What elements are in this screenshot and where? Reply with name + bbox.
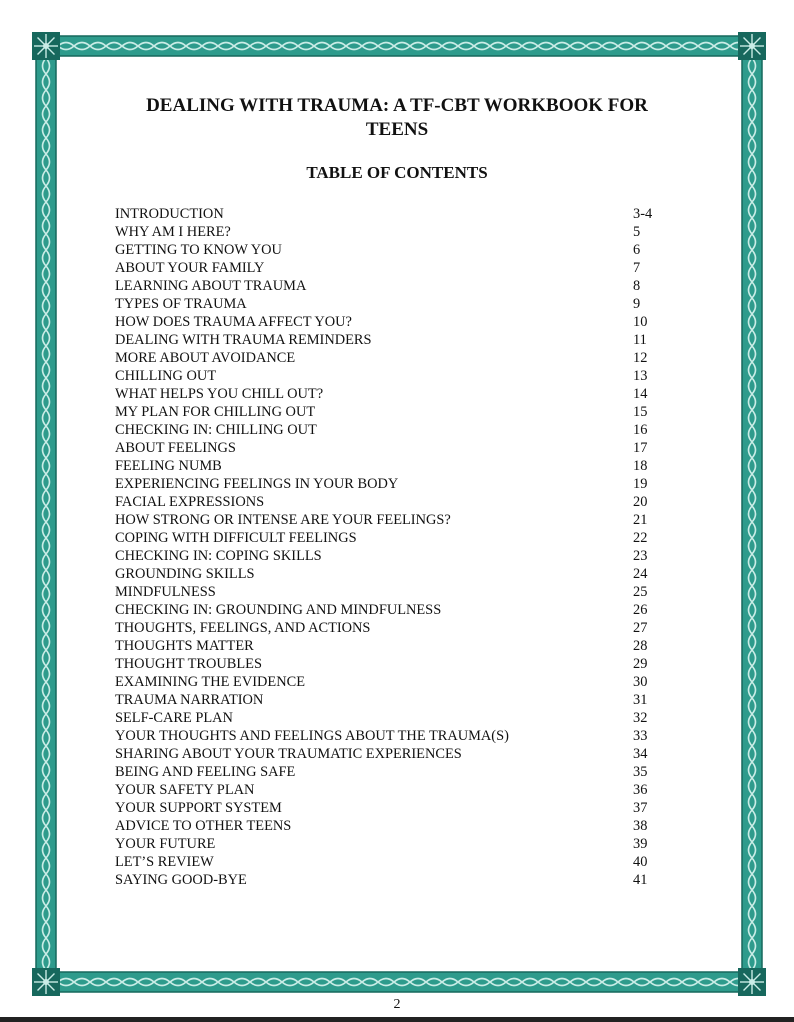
toc-entry-title: WHY AM I HERE? [115,224,231,240]
document-title-line-1: DEALING WITH TRAUMA: A TF-CBT WORKBOOK FOR [146,95,648,116]
toc-entry [115,709,675,727]
toc-entry [115,223,675,241]
toc-entry [115,205,675,223]
toc-entry-title: CHECKING IN: COPING SKILLS [115,548,322,564]
toc-entry-page: 15 [633,404,648,420]
toc-entry-title: THOUGHT TROUBLES [115,656,262,672]
toc-entry-title: TRAUMA NARRATION [115,692,264,708]
toc-entry-page: 12 [633,350,648,366]
toc-entry [115,871,675,889]
toc-entry-page: 29 [633,656,648,672]
toc-entry [115,439,675,457]
toc-entry-page: 27 [633,620,648,636]
toc-entry-title: SELF-CARE PLAN [115,710,233,726]
toc-entry-title: YOUR SUPPORT SYSTEM [115,800,282,816]
toc-entry [115,349,675,367]
toc-entry-page: 16 [633,422,648,438]
toc-entry [115,799,675,817]
toc-entry-title: MORE ABOUT AVOIDANCE [115,350,296,366]
toc-entry [115,493,675,511]
toc-entry [115,241,675,259]
document-title-line-2: TEENS [365,119,429,140]
toc-entry-title: FACIAL EXPRESSIONS [115,494,265,510]
page-number: 2 [393,997,401,1012]
toc-entry-title: ADVICE TO OTHER TEENS [115,818,292,834]
toc-entry-title: YOUR SAFETY PLAN [115,782,255,798]
toc-entry-page: 23 [633,548,648,564]
toc-entry-title: BEING AND FEELING SAFE [115,764,296,780]
toc-entry [115,835,675,853]
toc-entry-page: 21 [633,512,648,528]
toc-entry [115,655,675,673]
toc-entry [115,601,675,619]
toc-entry [115,763,675,781]
toc-entry-page: 19 [633,476,648,492]
toc-entry [115,403,675,421]
toc-entry [115,529,675,547]
toc-entry [115,583,675,601]
toc-entry [115,853,675,871]
toc-entry-page: 18 [633,458,648,474]
toc-entry-title: YOUR THOUGHTS AND FEELINGS ABOUT THE TRAUMA(S) [115,728,509,744]
toc-entry-page: 40 [633,854,648,870]
toc-entry-title: YOUR FUTURE [115,836,216,852]
toc-entry [115,277,675,295]
toc-entry-page: 24 [633,566,648,582]
toc-entry-page: 39 [633,836,648,852]
toc-entry-title: TYPES OF TRAUMA [115,296,247,312]
toc-entry-title: SAYING GOOD-BYE [115,872,247,888]
toc-entry-title: EXAMINING THE EVIDENCE [115,674,305,690]
toc-entry-page: 36 [633,782,648,798]
toc-entry-title: MINDFULNESS [115,584,216,600]
toc-entry-page: 7 [633,260,641,276]
table-of-contents [115,205,675,889]
toc-entry-page: 11 [633,332,647,348]
toc-entry-page: 14 [633,386,648,402]
toc-entry-page: 6 [633,242,641,258]
toc-entry-page: 30 [633,674,648,690]
toc-entry [115,673,675,691]
toc-entry-title: ABOUT YOUR FAMILY [115,260,265,276]
toc-entry [115,547,675,565]
toc-entry-page: 28 [633,638,648,654]
toc-entry [115,637,675,655]
toc-entry [115,565,675,583]
toc-entry [115,691,675,709]
toc-entry-page: 9 [633,296,641,312]
document-title [90,94,704,142]
toc-entry [115,817,675,835]
toc-entry-title: HOW STRONG OR INTENSE ARE YOUR FEELINGS? [115,512,451,528]
toc-entry-title: CHECKING IN: GROUNDING AND MINDFULNESS [115,602,442,618]
toc-entry [115,421,675,439]
toc-entry [115,259,675,277]
toc-entry [115,511,675,529]
toc-entry [115,331,675,349]
toc-entry [115,619,675,637]
toc-entry-page: 31 [633,692,648,708]
toc-entry-title: EXPERIENCING FEELINGS IN YOUR BODY [115,476,399,492]
toc-entry-page: 25 [633,584,648,600]
toc-entry-title: FEELING NUMB [115,458,222,474]
toc-heading: TABLE OF CONTENTS [306,163,488,182]
toc-entry-page: 8 [633,278,641,294]
toc-entry-page: 35 [633,764,648,780]
toc-entry-title: GETTING TO KNOW YOU [115,242,282,258]
toc-entry-title: LET’S REVIEW [115,854,214,870]
toc-entry-title: CHILLING OUT [115,368,217,384]
toc-entry [115,745,675,763]
toc-entry-title: GROUNDING SKILLS [115,566,255,582]
toc-entry-page: 32 [633,710,648,726]
toc-entry-title: SHARING ABOUT YOUR TRAUMATIC EXPERIENCES [115,746,462,762]
toc-entry [115,781,675,799]
toc-entry [115,295,675,313]
toc-entry-title: LEARNING ABOUT TRAUMA [115,278,307,294]
toc-entry-page: 41 [633,872,648,888]
toc-entry [115,313,675,331]
toc-entry [115,727,675,745]
toc-entry-title: DEALING WITH TRAUMA REMINDERS [115,332,372,348]
toc-entry-page: 33 [633,728,648,744]
toc-entry-title: INTRODUCTION [115,206,224,222]
toc-entry-page: 34 [633,746,648,762]
page-bottom-rule [0,1017,794,1022]
toc-entry [115,367,675,385]
toc-entry [115,475,675,493]
toc-entry-title: CHECKING IN: CHILLING OUT [115,422,317,438]
toc-entry-page: 13 [633,368,648,384]
toc-entry-page: 20 [633,494,648,510]
toc-entry-title: THOUGHTS, FEELINGS, AND ACTIONS [115,620,371,636]
toc-entry-title: COPING WITH DIFFICULT FEELINGS [115,530,357,546]
toc-entry-page: 38 [633,818,648,834]
toc-entry-page: 17 [633,440,648,456]
toc-entry-page: 3-4 [633,206,653,222]
toc-entry-title: THOUGHTS MATTER [115,638,254,654]
toc-entry-page: 22 [633,530,648,546]
toc-entry-page: 37 [633,800,648,816]
toc-entry-title: WHAT HELPS YOU CHILL OUT? [115,386,324,402]
toc-entry-title: MY PLAN FOR CHILLING OUT [115,404,316,420]
toc-entry-page: 5 [633,224,641,240]
toc-entry [115,457,675,475]
toc-entry-title: HOW DOES TRAUMA AFFECT YOU? [115,314,352,330]
toc-entry [115,385,675,403]
toc-entry-page: 26 [633,602,648,618]
toc-entry-title: ABOUT FEELINGS [115,440,236,456]
toc-entry-page: 10 [633,314,648,330]
